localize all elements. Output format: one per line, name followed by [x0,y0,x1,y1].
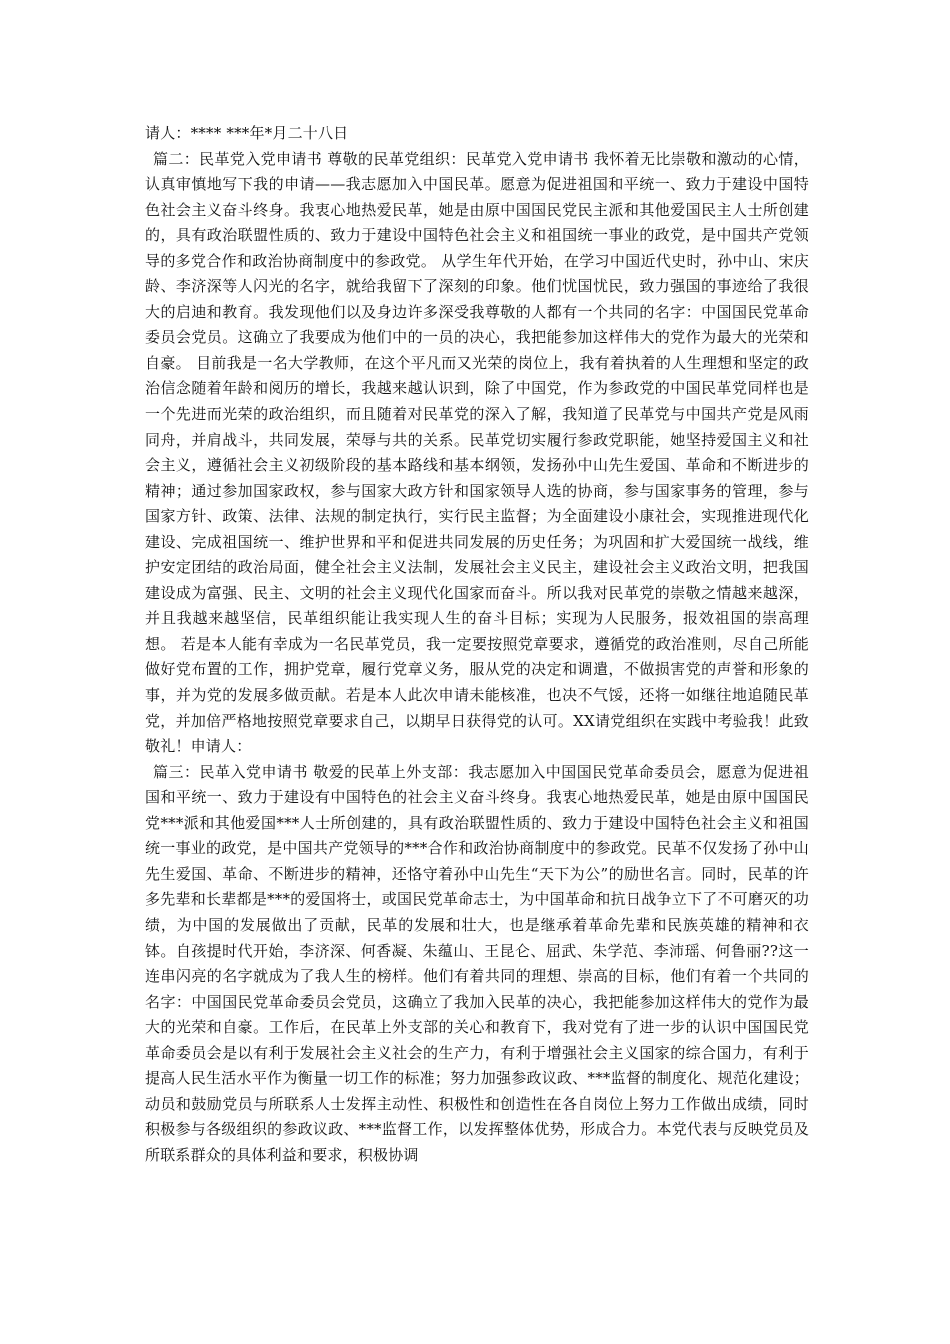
document-body [145,121,809,1168]
signature-line: 请人：**** ***年*月二十八日 [145,124,349,142]
paragraph-chapter-three: 篇三：民革入党申请书 敬爱的民革上外支部：我志愿加入中国国民党革命委员会，愿意为促进祖国和平统一、致力于建设有中国特色的社会主义奋斗终身。我衷心地热爱民革，她是由原中国国民党***派和其他爱国***人士所创建的，具有政治联盟性质的、致力于建设中国特色社会主义和祖国统一事业的政党，是中国共产党领导的***合作和政治协商制度中的参政党。民革不仅发扬了孙中山先生爱国、革命、不断进步的精神，还恪守着孙中山先生“天下为公”的励世名言。同时，民革的许多先辈和长辈都是***的爱国将士，或国民党革命志士，为中国革命和抗日战争立下了不可磨灭的功绩，为中国的发展做出了贡献，民革的发展和壮大，也是继承着革命先辈和民族英雄的精神和衣钵。自孩提时代开始，李济深、何香凝、朱蕴山、王昆仑、屈武、朱学范、李沛瑶、何鲁丽??这一连串闪亮的名字就成为了我人生的榜样。他们有着共同的理想、崇高的目标，他们有着一个共同的名字：中国国民党革命委员会党员，这确立了我加入民革的决心，我把能参加这样伟大的党作为最大的光荣和自豪。工作后，在民革上外支部的关心和教育下，我对党有了进一步的认识中国国民党革命委员会是以有利于发展社会主义社会的生产力，有利于增强社会主义国家的综合国力，有利于提高人民生活水平作为衡量一切工作的标准；努力加强参政议政、***监督的制度化、规范化建设；动员和鼓励党员与所联系人士发挥主动性、积极性和创造性在各自岗位上努力工作做出成绩，同时积极参与各级组织的参政议政、***监督工作，以发挥整体优势，形成合力。本党代表与反映党员及所联系群众的具体利益和要求，积极协调 [145,762,809,1164]
paragraph-chapter-two: 篇二：民革党入党申请书 尊敬的民革党组织：民革党入党申请书 我怀着无比崇敬和激动的心情，认真审慎地写下我的申请——我志愿加入中国民革。愿意为促进祖国和平统一、致力于建设中国特色社会主义奋斗终身。我衷心地热爱民革，她是由原中国国民党民主派和其他爱国民主人士所创建的，具有政治联盟性质的、致力于建设中国特色社会主义和祖国统一事业的政党，是中国共产党领导的多党合作和政治协商制度中的参政党。 从学生年代开始，在学习中国近代史时，孙中山、宋庆龄、李济深等人闪光的名字，就给我留下了深刻的印象。他们忧国忧民，致力强国的事迹给了我很大的启迪和教育。我发现他们以及身边许多深受我尊敬的人都有一个共同的名字：中国国民党革命委员会党员。这确立了我要成为他们中的一员的决心，我把能参加这样伟大的党作为最大的光荣和自豪。 目前我是一名大学教师，在这个平凡而又光荣的岗位上，我有着执着的人生理想和坚定的政治信念随着年龄和阅历的增长，我越来越认识到，除了中国党，作为参政党的中国民革党同样也是一个先进而光荣的政治组织，而且随着对民革党的深入了解，我知道了民革党与中国共产党是风雨同舟，并肩战斗，共同发展，荣辱与共的关系。民革党切实履行参政党职能，她坚持爱国主义和社会主义，遵循社会主义初级阶段的基本路线和基本纲领，发扬孙中山先生爱国、革命和不断进步的精神；通过参加国家政权，参与国家大政方针和国家领导人选的协商，参与国家事务的管理，参与国家方针、政策、法律、法规的制定执行，实行民主监督；为全面建设小康社会，实现推进现代化建设、完成祖国统一、维护世界和平和促进共同发展的历史任务；为巩固和扩大爱国统一战线，维护安定团结的政治局面，健全社会主义法制，发展社会主义民主，建设社会主义政治文明，把我国建设成为富强、民主、文明的社会主义现代化国家而奋斗。所以我对民革党的崇敬之情越来越深，并且我越来越坚信，民革组织能让我实现人生的奋斗目标；实现为人民服务，报效祖国的崇高理想。 若是本人能有幸成为一名民革党员，我一定要按照党章要求，遵循党的政治准则，尽自己所能做好党布置的工作，拥护党章，履行党章义务，服从党的决定和调遣，不做损害党的声誉和形象的事，并为党的发展多做贡献。若是本人此次申请未能核准，也决不气馁，还将一如继往地追随民革党，并加倍严格地按照党章要求自己，以期早日获得党的认可。XX请党组织在实践中考验我！此致 敬礼！申请人： [145,149,809,756]
